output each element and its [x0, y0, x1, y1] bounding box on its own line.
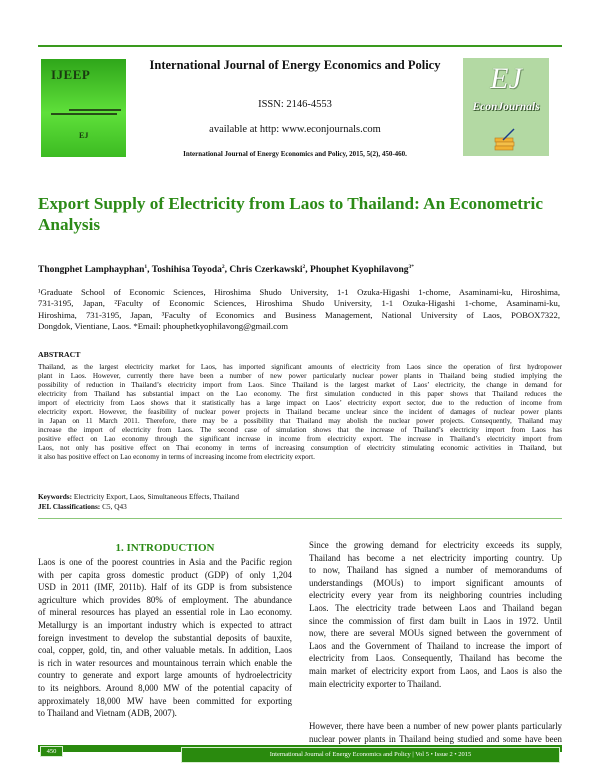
paragraph-line: foreign investment to develop the substantial deposits of bauxite, [38, 632, 292, 643]
paragraph-line: Laos. The electricity trade between Laos and Thailand began [309, 603, 562, 613]
cover-text-line [69, 109, 121, 111]
abstract-line: Laos, not only has positive effect on Thai economy in terms of increasing consumption of electricity stimulating economic activities in Thailand, but [38, 444, 562, 452]
econjournals-logo [463, 58, 549, 156]
paragraph-line: Metallurgy is an important industry which is expected to attract [38, 620, 292, 630]
paragraph-line: However, there have been a number of new power plants particularly [309, 721, 562, 731]
availability-link[interactable]: available at http: www.econjournals.com [209, 124, 381, 135]
abstract-heading: ABSTRACT [38, 350, 81, 359]
paragraph-line: to now, Thailand has signed a number of memorandums of [309, 565, 562, 576]
section-heading-introduction: 1. INTRODUCTION [115, 542, 215, 554]
cover-publisher-text: EJ [79, 131, 89, 140]
paragraph-line: to Thailand and Vietnam (ADB, 2007). [38, 708, 177, 719]
journal-title: International Journal of Energy Economics and Policy [149, 58, 441, 72]
affiliation-line: Dongdok, Vientiane, Laos. *Email: phouphetkyophilavong@gmail.com [38, 320, 289, 331]
abstract-line: plant in Laos. However, currently there have been a number of new power particularly nuclear power plants in Thailand being studied implying the [38, 372, 562, 380]
paragraph-line: electricity from Laos. Consequently, Thailand has become the [309, 653, 562, 664]
header-rule [38, 45, 562, 47]
paragraph-line: now, there are several MOUs signed between the government of [309, 628, 562, 639]
keywords-value: Electricity Export, Laos, Simultaneous Effects, Thailand [73, 492, 239, 501]
jel-label: JEL Classifications: [38, 502, 101, 511]
jel-classifications [38, 502, 127, 511]
author-name: Thongphet Lamphayphan [38, 265, 145, 276]
abstract-line: possibility of reduction in Thailand’s electricity import from Laos. Since Thailand is the largest market of Laos’ electricity, the change in demand for [38, 381, 562, 389]
paragraph-line: to its neighbors. Around 8,000 MW of the potential capacity of [38, 683, 292, 693]
author-affiliation-mark: 2 [302, 264, 306, 270]
journal-cover-image [41, 59, 126, 157]
author-name: Chris Czerkawski [229, 265, 303, 276]
paragraph-line: Since the growing demand for electricity exceeds its supply, [309, 540, 562, 550]
cover-text-line [51, 113, 117, 115]
author-list: Thongphet Lamphayphan$^1$, Toshihisa Toyoda$^2$, Chris Czerkawski$^2$, Phouphet Kyophilavong$^{3*}$ [38, 264, 414, 276]
paragraph-line: understandings (MOUs) to import significant amounts of [309, 577, 562, 588]
keywords-label: Keywords: [38, 492, 73, 501]
logo-mark: EJ [490, 62, 522, 95]
page-number: 450 [40, 746, 63, 757]
section-divider [38, 518, 562, 519]
paragraph-line: electricity every year from its neighboring countries including [309, 590, 562, 601]
paragraph-line: of mineral resources has played an essential role in Lao economy. [38, 607, 292, 618]
paragraph-line: approximately 18,000 MW have been committed for exporting [38, 695, 292, 706]
article-title: Export Supply of Electricity from Laos to Thailand: An Econometric Analysis [38, 194, 543, 234]
affiliation-line: Hiroshima, 731-3195, Japan, ³Faculty of Economics and Business Management, National University of Laos, POBOX7322, [38, 309, 560, 320]
logo-name: EconJournals [472, 101, 540, 113]
citation: International Journal of Energy Economics and Policy, 2015, 5(2), 450-460. [183, 150, 407, 158]
keywords [38, 492, 239, 501]
paragraph-line: Thailand has become a net electricity importing country. Up [309, 552, 562, 563]
author-name: Phouphet Kyophilavong [310, 265, 409, 276]
abstract-line: increase the import of electricity from Laos. The second case of simulation shows that the increase of Thailand’s electricity import from Laos has [38, 426, 562, 434]
author-affiliation-mark: 2 [221, 264, 225, 270]
affiliation-line: 731-3195, Japan, ²Faculty of Economic Sciences, Hiroshima Shudo University, 1-1 Ozuka-Higashi 1-chome, Asaminami-ku, [38, 298, 560, 309]
footer-journal-info: International Journal of Energy Economics and Policy | Vol 5 • Issue 2 • 2015 [181, 747, 560, 763]
paragraph-line: nuclear power plants in Thailand being studied and some have been [309, 733, 562, 744]
abstract-line: it also has positive effect on Lao economy in terms of increasing income from electricity export. [38, 453, 315, 461]
paragraph-line: Laos is one of the poorest countries in Asia and the Pacific region [38, 557, 292, 567]
paragraph-line: coal, copper, gold, tin, and other valuable metals. In addition, Laos [38, 645, 292, 656]
paragraph-line: with per capita gross domestic product (GDP) of only 1,204 [38, 569, 292, 580]
paragraph-line: main market of electricity export from Laos, and Laos is also the [309, 666, 562, 676]
paragraph-line: is rich in water resources and mountainous terrain which enable the [38, 657, 292, 668]
paragraph-line: Laos and the Government of Thailand to increase the import of [309, 640, 562, 651]
paragraph-line: country to generate and export large amounts of hydroelectricity [38, 670, 292, 681]
abstract-line: electricity from Thailand has substantial impact on the Lao economy. The first simulation conducted in this paper shows that Thailand reduces the [38, 390, 562, 398]
abstract-line: positive effect on Lao economy through the significant increase in income from electricity export. The increase in Thailand’s electricity import from [38, 435, 562, 443]
abstract-line: electricity export. However, the feasibility of nuclear power projects in Thailand became unclear since the incident of damages of nuclear power plants [38, 408, 562, 416]
abstract-line: in Japan on 11 March 2011. Therefore, there may be a possibility that Thailand may abolish the nuclear power projects. Consequently, Thailand may [38, 417, 562, 425]
paragraph-line: main electricity exporter to Thailand. [309, 678, 442, 689]
paragraph-line: since the commission of first dam built in Laos in 1972. Until [309, 615, 562, 626]
books-pen-icon [493, 128, 517, 152]
author-affiliation-mark: 3* [408, 264, 414, 270]
author-name: Toshihisa Toyoda [151, 265, 222, 276]
paragraph-line: agriculture which provides 80% of employment. The abundance [38, 594, 292, 605]
author-affiliation-mark: 1 [144, 264, 148, 270]
abstract-line: Thailand, as the largest electricity market for Laos, has imported significant amounts of electricity from Laos since the operation of first hydropower [38, 363, 562, 371]
issn: ISSN: 2146-4553 [258, 99, 332, 110]
abstract-line: import of electricity from Laos shows that it statistically has a large impact on Laos’ electricity export sector, due to the reduction of income from [38, 399, 562, 407]
jel-value: C5, Q43 [102, 502, 127, 511]
cover-logo-text: IJEEP [51, 67, 91, 82]
affiliation-line: ¹Graduate School of Economic Sciences, Hiroshima Shudo University, 1-1 Ozuka-Higashi 1-chome, Asaminami-ku, Hiroshima, [38, 287, 560, 297]
paragraph-line: USD in 2011 (IMF, 2011b). Half of its GDP is from subsistence [38, 582, 292, 593]
